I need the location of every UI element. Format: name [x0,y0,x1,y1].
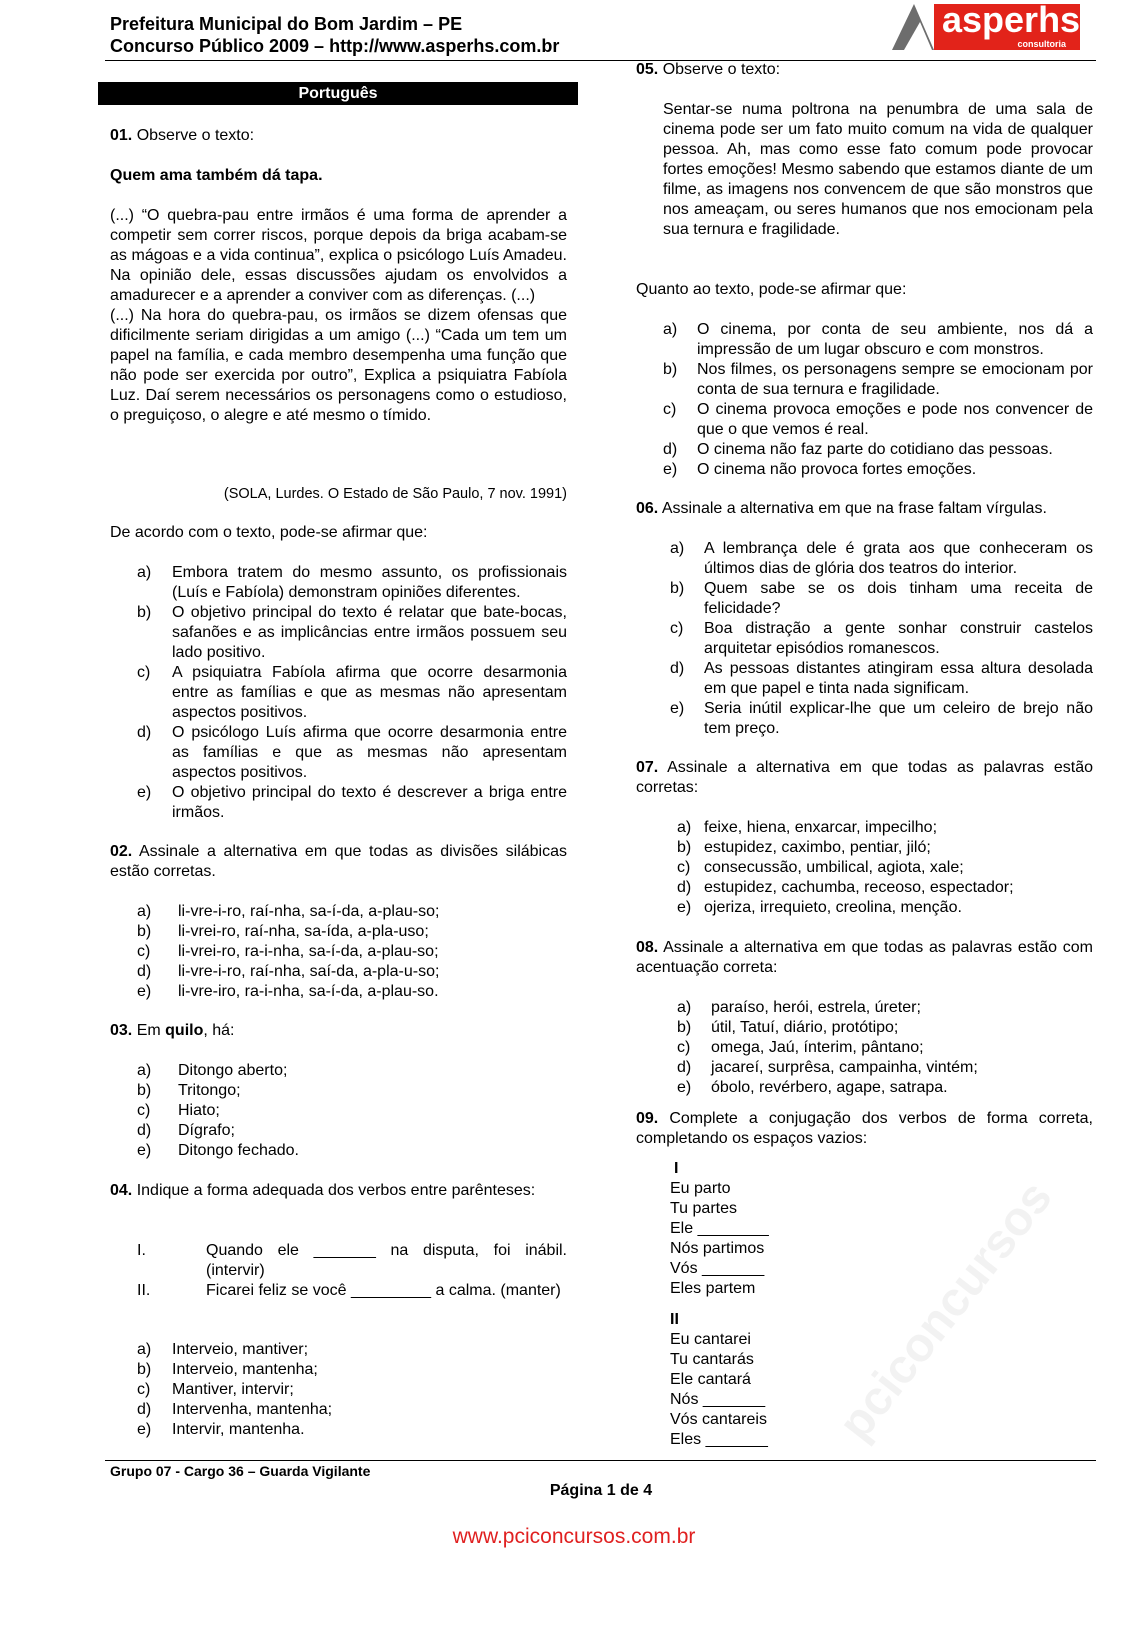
q01-title: Quem ama também dá tapa. [110,167,323,184]
option-text: O cinema provoca emoções e pode nos convencer de que o que vemos é real. [697,401,1093,438]
option-item [663,440,1093,460]
option-letter: e) [663,461,678,478]
option-letter: c) [137,1381,151,1398]
option-text: Ficarei feliz se você _________ a calma. (manter) [206,1282,561,1299]
option-text: O psicólogo Luís afirma que ocorre desarmonia entre as famílias e que as mesmas não apresentam aspectos positivos. [172,724,567,781]
logo-subtext: consultoria [1017,39,1066,49]
option-item [137,1400,567,1420]
option-item [137,1081,567,1101]
option-letter: c) [677,1039,691,1056]
option-text: O objetivo principal do texto é descrever a briga entre irmãos. [172,784,567,821]
option-item [663,400,1093,440]
option-letter: a) [677,819,692,836]
footer-site-link[interactable]: www.pciconcursos.com.br [452,1525,696,1548]
option-text: estupidez, caximbo, pentiar, jiló; [704,839,931,856]
footer-group: Grupo 07 - Cargo 36 – Guarda Vigilante [110,1463,371,1479]
option-text: Intervenha, mantenha; [172,1401,333,1418]
option-text: Quem sabe se os dois tinham uma receita de felicidade? [704,580,1093,617]
option-text: Intervir, mantenha. [172,1421,305,1438]
option-letter: b) [137,1361,152,1378]
option-letter: e) [677,899,692,916]
option-letter: d) [137,1122,152,1139]
option-item [137,1420,567,1440]
option-text: jacareí, surprêsa, campainha, vintém; [711,1059,978,1076]
q07-prompt: 07. Assinale a alternativa em que todas as palavras estão corretas: [636,759,1093,796]
conjugation-line: Ele ________ [670,1220,769,1237]
option-item [137,1281,567,1301]
option-text: Seria inútil explicar-lhe que um celeiro de brejo não tem preço. [704,700,1093,737]
option-letter: I. [137,1242,146,1259]
conjugation-line: Vós cantareis [670,1411,767,1428]
q04-items [137,1241,567,1301]
q08-prompt: 08. Assinale a alternativa em que todas as palavras estão com acentuação correta: [636,939,1093,976]
q09-group2-label: II [670,1311,679,1328]
q02-prompt: 02. Assinale a alternativa em que todas as divisões silábicas estão corretas. [110,843,567,880]
option-item [677,998,1093,1018]
conjugation-line: Ele cantará [670,1371,751,1388]
option-item [137,1141,567,1161]
option-text: li-vre-iro, ra-i-nha, sa-í-da, a-plau-so. [178,983,439,1000]
q01-passage: (...) “O quebra-pau entre irmãos é uma forma de aprender a competir sem correr riscos, porque depois da briga acabam-se as mágoas e a vida continua”, explica o psicólogo Luís Amadeu. Na opinião dele, essas discussões ajudam os envolvidos a amadurecer e a aprender a conviver com as diferenças. (...) (...) Na hora do quebra-pau, os irmãos se dizem ofensas que dificilmente seriam dirigidas a um amigo (...) “Cada um tem um papel na família, e cada membro desempenha uma função que não pode ser exercida por outro”, Explica a psiquiatra Fabíola Luz. Daí serem necessários os personagens como o estudioso, o preguiçoso, o alegre e até mesmo o tímido. [110,207,567,424]
option-text: Dígrafo; [178,1122,235,1139]
option-letter: b) [670,580,685,597]
option-text: O cinema não provoca fortes emoções. [697,461,977,478]
option-letter: b) [663,361,678,378]
option-item [137,783,567,823]
option-letter: e) [137,784,152,801]
option-letter: a) [663,321,678,338]
option-letter: d) [677,879,692,896]
option-letter: b) [677,1019,692,1036]
header-subtitle: Concurso Público 2009 – http://www.asperhs.com.br [110,36,560,56]
option-text: Mantiver, intervir; [172,1381,294,1398]
option-item [137,1380,567,1400]
option-text: consecussão, umbilical, agiota, xale; [704,859,964,876]
option-text: óbolo, revérbero, agape, satrapa. [711,1079,948,1096]
option-item [670,539,1093,579]
option-item [137,922,567,942]
option-item [677,818,1093,838]
option-letter: d) [663,441,678,458]
q03-options [137,1061,567,1161]
option-item [670,619,1093,659]
option-text: paraíso, herói, estrela, úreter; [711,999,921,1016]
option-text: útil, Tatuí, diário, protótipo; [711,1019,899,1036]
option-item [137,1101,567,1121]
q04-options [137,1340,567,1440]
option-letter: b) [137,923,152,940]
option-letter: e) [137,1142,152,1159]
option-item [663,460,1093,480]
option-item [137,1061,567,1081]
option-letter: e) [137,983,152,1000]
conjugation-line: Eles _______ [670,1431,768,1448]
option-text: Embora tratem do mesmo assunto, os profissionais (Luís e Fabíola) demonstram opiniões diferentes. [172,564,567,601]
conjugation-line: Vós _______ [670,1260,765,1277]
logo-text: asperhs [942,0,1081,40]
conjugation-line: Nós _______ [670,1391,766,1408]
option-letter: e) [677,1079,692,1096]
header-title: Prefeitura Municipal do Bom Jardim – PE [110,14,463,34]
q05-prompt: 05. Observe o texto: [636,61,781,78]
q03-prompt: 03. Em quilo, há: [110,1022,235,1039]
option-text: Interveio, mantiver; [172,1341,309,1358]
q08-options [677,998,1093,1098]
conjugation-line: Nós partimos [670,1240,765,1257]
q07-options [677,818,1093,918]
option-text: O cinema não faz parte do cotidiano das pessoas. [697,441,1053,458]
option-text: A lembrança dele é grata aos que conheceram os últimos dias de glória dos teatros do interior. [704,540,1093,577]
asperhs-logo [890,2,1080,54]
option-letter: c) [663,401,677,418]
option-item [677,1038,1093,1058]
option-item [137,902,567,922]
option-item [677,838,1093,858]
option-item [663,360,1093,400]
conjugation-line: Tu partes [670,1200,737,1217]
option-letter: a) [677,999,692,1016]
option-letter: a) [137,1062,152,1079]
option-letter: c) [670,620,684,637]
option-item [137,723,567,783]
option-item [137,603,567,663]
option-item [677,898,1093,918]
q05-passage: Sentar-se numa poltrona na penumbra de uma sala de cinema pode ser um fato muito comum na vida de qualquer pessoa. Ah, mas como esse fato comum pode provocar fortes emoções! Mesmo sabendo que estamos diante de um filme, as imagens nos convencem de que são monstros que nos ameaçam, ou seres humanos que nos emocionam pela sua ternura e fragilidade. [663,101,1093,238]
option-item [670,699,1093,739]
conjugation-line: Eu cantarei [670,1331,751,1348]
option-item [677,1058,1093,1078]
option-letter: e) [137,1421,152,1438]
option-item [137,1360,567,1380]
option-text: Ditongo fechado. [178,1142,299,1159]
option-text: A psiquiatra Fabíola afirma que ocorre desarmonia entre as famílias e que as mesmas não apresentam aspectos positivos. [172,664,567,721]
q02-options [137,902,567,1002]
option-letter: d) [137,724,152,741]
option-letter: II. [137,1282,151,1299]
option-letter: a) [137,564,152,581]
option-text: Ditongo aberto; [178,1062,288,1079]
q05-question: Quanto ao texto, pode-se afirmar que: [636,281,907,298]
option-letter: c) [677,859,691,876]
option-text: As pessoas distantes atingiram essa altura desolada em que papel e tinta nada significam. [704,660,1093,697]
q09-prompt: 09. Complete a conjugação dos verbos de forma correta, completando os espaços vazios: [636,1110,1093,1147]
option-letter: c) [137,1102,151,1119]
option-text: estupidez, cachumba, receoso, espectador; [704,879,1014,896]
conjugation-line: Eles partem [670,1280,756,1297]
option-text: li-vrei-ro, ra-i-nha, sa-í-da, a-plau-so; [178,943,439,960]
option-item [137,1340,567,1360]
option-item [663,320,1093,360]
option-item [677,1078,1093,1098]
option-text: Quando ele _______ na disputa, foi inábil. (intervir) [206,1242,567,1279]
option-item [677,1018,1093,1038]
q01-citation: (SOLA, Lurdes. O Estado de São Paulo, 7 nov. 1991) [223,486,567,502]
option-item [670,579,1093,619]
option-item [677,878,1093,898]
option-letter: c) [137,943,151,960]
option-text: Hiato; [178,1102,220,1119]
footer-rule [105,1460,1096,1461]
option-text: li-vre-i-ro, raí-nha, saí-da, a-pla-u-so; [178,963,440,980]
option-letter: d) [137,963,152,980]
page-number: Página 1 de 4 [549,1482,653,1499]
q01-question: De acordo com o texto, pode-se afirmar que: [110,524,428,541]
option-letter: b) [137,604,152,621]
option-text: O cinema, por conta de seu ambiente, nos dá a impressão de um lugar obscuro e com monstros. [697,321,1093,358]
q05-options [663,320,1093,480]
q01-prompt: 01. Observe o texto: [110,127,255,144]
section-title: Português [98,82,578,105]
conjugation-line: Tu cantarás [670,1351,754,1368]
q09-group1 [670,1179,769,1299]
option-text: O objetivo principal do texto é relatar que bate-bocas, safanões e as implicâncias entre irmãos possuem seu lado positivo. [172,604,567,661]
option-text: Tritongo; [178,1082,241,1099]
option-item [137,1241,567,1281]
option-text: Interveio, mantenha; [172,1361,318,1378]
option-letter: c) [137,664,151,681]
option-letter: a) [137,1341,152,1358]
q04-prompt: 04. Indique a forma adequada dos verbos entre parênteses: [110,1182,536,1199]
watermark: pciconcursos [828,1171,1063,1450]
option-item [137,942,567,962]
option-text: omega, Jaú, ínterim, pântano; [711,1039,924,1056]
option-letter: a) [137,903,152,920]
option-letter: e) [670,700,685,717]
option-text: li-vre-i-ro, raí-nha, sa-í-da, a-plau-so; [178,903,440,920]
conjugation-line: Eu parto [670,1180,731,1197]
option-letter: d) [670,660,685,677]
option-item [137,962,567,982]
q01-options [137,563,567,823]
option-text: li-vrei-ro, raí-nha, sa-ída, a-pla-uso; [178,923,429,940]
q09-group1-label: I [674,1160,679,1177]
option-item [670,659,1093,699]
option-letter: a) [670,540,685,557]
option-item [137,982,567,1002]
option-letter: b) [137,1082,152,1099]
option-letter: b) [677,839,692,856]
option-text: Nos filmes, os personagens sempre se emocionam por conta de sua ternura e fragilidade. [697,361,1093,398]
q06-prompt: 06. Assinale a alternativa em que na frase faltam vírgulas. [636,500,1047,517]
option-item [137,1121,567,1141]
option-item [677,858,1093,878]
option-item [137,563,567,603]
option-item [137,663,567,723]
q09-group2 [670,1330,768,1450]
option-text: Boa distração a gente sonhar construir castelos arquitetar episódios romanescos. [704,620,1093,657]
q06-options [670,539,1093,739]
option-letter: d) [137,1401,152,1418]
option-letter: d) [677,1059,692,1076]
option-text: ojeriza, irrequieto, creolina, menção. [704,899,962,916]
option-text: feixe, hiena, enxarcar, impecilho; [704,819,938,836]
